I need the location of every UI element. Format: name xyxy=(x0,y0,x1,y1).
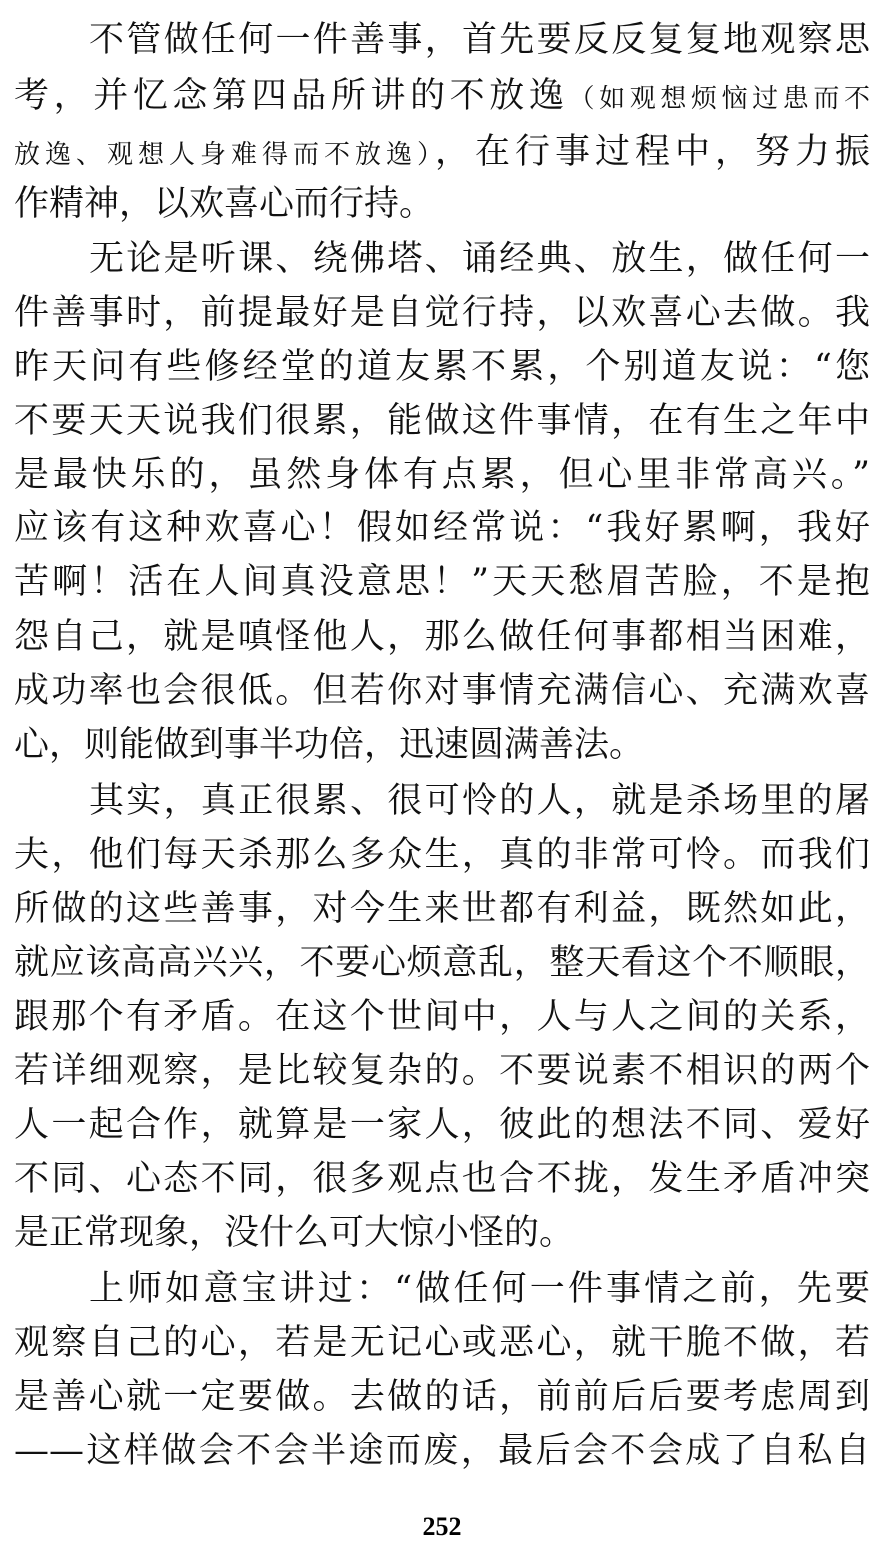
text-line: 不同、心态不同，很多观点也合不拢，发生矛盾冲突 xyxy=(14,1159,870,1199)
text-line xyxy=(14,124,870,180)
main-text: ，在行事过程中，努力振 xyxy=(434,132,870,172)
text-line: 无论是听课、绕佛塔、诵经典、放生，做任何一 xyxy=(89,239,870,279)
text-line xyxy=(14,68,870,124)
text-line: 不管做任何一件善事，首先要反反复复地观察思 xyxy=(89,20,870,60)
main-text: 考，并忆念第四品所讲的不放逸 xyxy=(14,76,569,116)
text-line: 若详细观察，是比较复杂的。不要说素不相识的两个 xyxy=(14,1051,870,1091)
text-line: 上师如意宝讲过：“做任何一件事情之前，先要 xyxy=(89,1269,870,1309)
text-line: 夫，他们每天杀那么多众生，真的非常可怜。而我们 xyxy=(14,835,870,875)
text-line: 不要天天说我们很累，能做这件事情，在有生之年中 xyxy=(14,401,870,441)
annotation-note: （如观想烦恼过患而不 xyxy=(568,84,870,114)
text-line: 是正常现象，没什么可大惊小怪的。 xyxy=(14,1213,575,1253)
text-line: 怨自己，就是嗔怪他人，那么做任何事都相当困难， xyxy=(14,617,870,657)
text-line: 昨天问有些修经堂的道友累不累，个别道友说：“您 xyxy=(14,347,870,387)
text-line: 跟那个有矛盾。在这个世间中，人与人之间的关系， xyxy=(14,997,870,1037)
text-line: 所做的这些善事，对今生来世都有利益，既然如此， xyxy=(14,889,870,929)
text-line: 成功率也会很低。但若你对事情充满信心、充满欢喜 xyxy=(14,671,870,711)
text-line: 就应该高高兴兴，不要心烦意乱，整天看这个不顺眼， xyxy=(14,943,870,983)
text-line: 苦啊！活在人间真没意思！”天天愁眉苦脸，不是抱 xyxy=(14,562,870,602)
annotation-note: 放逸、观想人身难得而不放逸） xyxy=(14,140,435,170)
page-number: 252 xyxy=(422,1512,462,1541)
text-line: 件善事时，前提最好是自觉行持，以欢喜心去做。我 xyxy=(14,293,870,333)
text-line: ——这样做会不会半途而废，最后会不会成了自私自 xyxy=(14,1431,870,1471)
text-line: 人一起合作，就算是一家人，彼此的想法不同、爱好 xyxy=(14,1105,870,1145)
text-line: 是善心就一定要做。去做的话，前前后后要考虑周到 xyxy=(14,1377,870,1417)
text-line: 心，则能做到事半功倍，迅速圆满善法。 xyxy=(14,725,645,765)
text-line: 其实，真正很累、很可怜的人，就是杀场里的屠 xyxy=(89,781,870,821)
text-line: 是最快乐的，虽然身体有点累，但心里非常高兴。” xyxy=(14,455,870,495)
text-line: 应该有这种欢喜心！假如经常说：“我好累啊，我好 xyxy=(14,508,870,548)
text-line: 观察自己的心，若是无记心或恶心，就干脆不做，若 xyxy=(14,1323,870,1363)
text-line: 作精神，以欢喜心而行持。 xyxy=(14,184,435,224)
